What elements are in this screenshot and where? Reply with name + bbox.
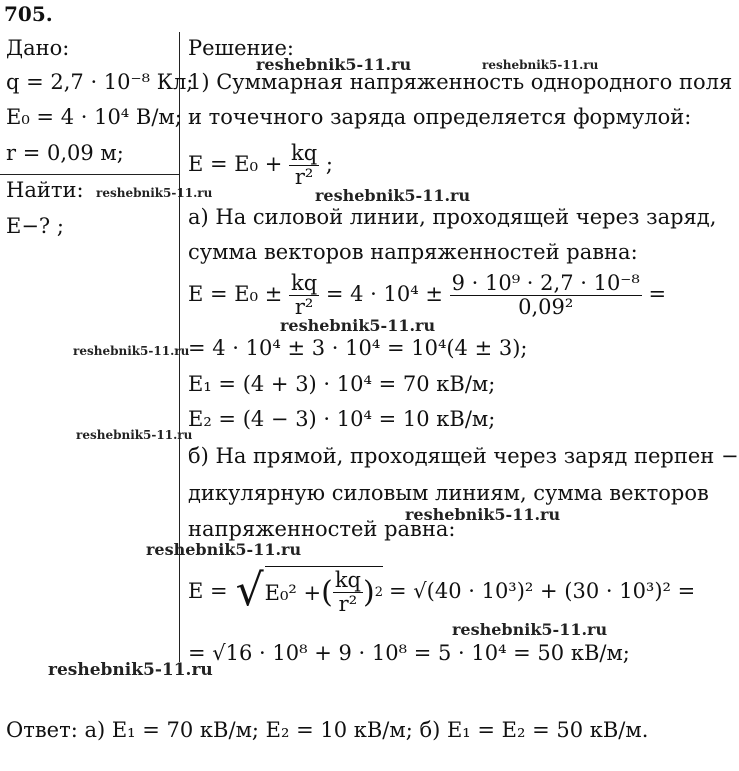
formula1-left: E = E₀ + xyxy=(188,152,283,177)
watermark: reshebnik5-11.ru xyxy=(76,428,193,442)
part-b-line3: напряженностей равна: xyxy=(188,517,456,541)
formula1-end: ; xyxy=(325,152,333,177)
sqrt-icon: √ xyxy=(235,565,264,617)
formula3-radicand xyxy=(265,566,383,616)
step1-line1: 1) Суммарная напряженность однородного поля xyxy=(188,70,733,94)
watermark: reshebnik5-11.ru xyxy=(280,316,436,335)
formula2 xyxy=(188,272,666,319)
find-header: Найти: xyxy=(6,178,84,202)
find-value: E−? ; xyxy=(6,214,64,238)
watermark: reshebnik5-11.ru xyxy=(315,186,471,205)
formula2-fraction1 xyxy=(289,272,319,319)
watermark: reshebnik5-11.ru xyxy=(405,505,561,524)
part-a-line2: сумма векторов напряженностей равна: xyxy=(188,240,638,264)
given-find-divider xyxy=(0,174,179,175)
formula3-line2: = √16 · 10⁸ + 9 · 10⁸ = 5 · 10⁴ = 50 кВ/м; xyxy=(188,641,630,665)
watermark: reshebnik5-11.ru xyxy=(452,620,608,639)
open-paren-icon: ( xyxy=(321,575,333,611)
step1-line2: и точечного заряда определяется формулой: xyxy=(188,105,692,129)
given-header: Дано: xyxy=(6,36,70,60)
square-exponent-icon: 2 xyxy=(374,585,383,601)
formula2-left: E = E₀ ± xyxy=(188,282,283,307)
formula1 xyxy=(188,142,333,189)
formula1-fraction xyxy=(289,142,319,189)
formula2-line2: = 4 · 10⁴ ± 3 · 10⁴ = 10⁴(4 ± 3); xyxy=(188,336,528,360)
given-r: r = 0,09 м; xyxy=(6,141,124,165)
watermark: reshebnik5-11.ru xyxy=(482,58,599,72)
formula3-denominator: r² xyxy=(338,592,358,617)
problem-number: 705. xyxy=(4,2,53,26)
formula3 xyxy=(188,566,695,616)
part-b-line2: дикулярную силовым линиям, сумма векторов xyxy=(188,481,709,505)
formula1-denominator: r² xyxy=(294,165,314,190)
given-e0: E₀ = 4 · 10⁴ В/м; xyxy=(6,105,182,129)
part-a-line1: а) На силовой линии, проходящей через заряд, xyxy=(188,205,717,229)
formula3-numerator: kq xyxy=(334,568,361,592)
answer: Ответ: а) E₁ = 70 кВ/м; E₂ = 10 кВ/м; б) E₁ = E₂ = 50 кВ/м. xyxy=(6,718,649,742)
formula2-end: = xyxy=(648,282,667,307)
formula2-mid: = 4 · 10⁴ ± xyxy=(325,282,443,307)
formula2-denominator2: 0,09² xyxy=(518,295,574,320)
formula3-rest: = √(40 · 10³)² + (30 · 10³)² = xyxy=(388,579,696,604)
watermark: reshebnik5-11.ru xyxy=(96,186,213,200)
solution-header: Решение: xyxy=(188,36,295,60)
formula1-numerator: kq xyxy=(290,141,318,165)
result-e1: E₁ = (4 + 3) · 10⁴ = 70 кВ/м; xyxy=(188,372,496,396)
watermark: reshebnik5-11.ru xyxy=(146,540,302,559)
formula2-denominator1: r² xyxy=(294,295,314,320)
formula2-fraction2 xyxy=(450,272,642,319)
formula3-fraction xyxy=(333,569,363,616)
part-b-line1: б) На прямой, проходящей через заряд перпен − xyxy=(188,444,739,468)
watermark: reshebnik5-11.ru xyxy=(73,344,190,358)
formula3-e0: E₀² + xyxy=(264,580,322,605)
close-paren-icon: ) xyxy=(362,575,375,611)
watermark: reshebnik5-11.ru xyxy=(256,55,412,74)
formula2-numerator2: 9 · 10⁹ · 2,7 · 10⁻⁸ xyxy=(451,271,640,295)
result-e2: E₂ = (4 − 3) · 10⁴ = 10 кВ/м; xyxy=(188,407,496,431)
formula2-numerator1: kq xyxy=(290,271,318,295)
watermark: reshebnik5-11.ru xyxy=(48,660,213,680)
given-q: q = 2,7 · 10⁻⁸ Кл; xyxy=(6,70,194,94)
formula3-left: E = xyxy=(188,579,228,604)
